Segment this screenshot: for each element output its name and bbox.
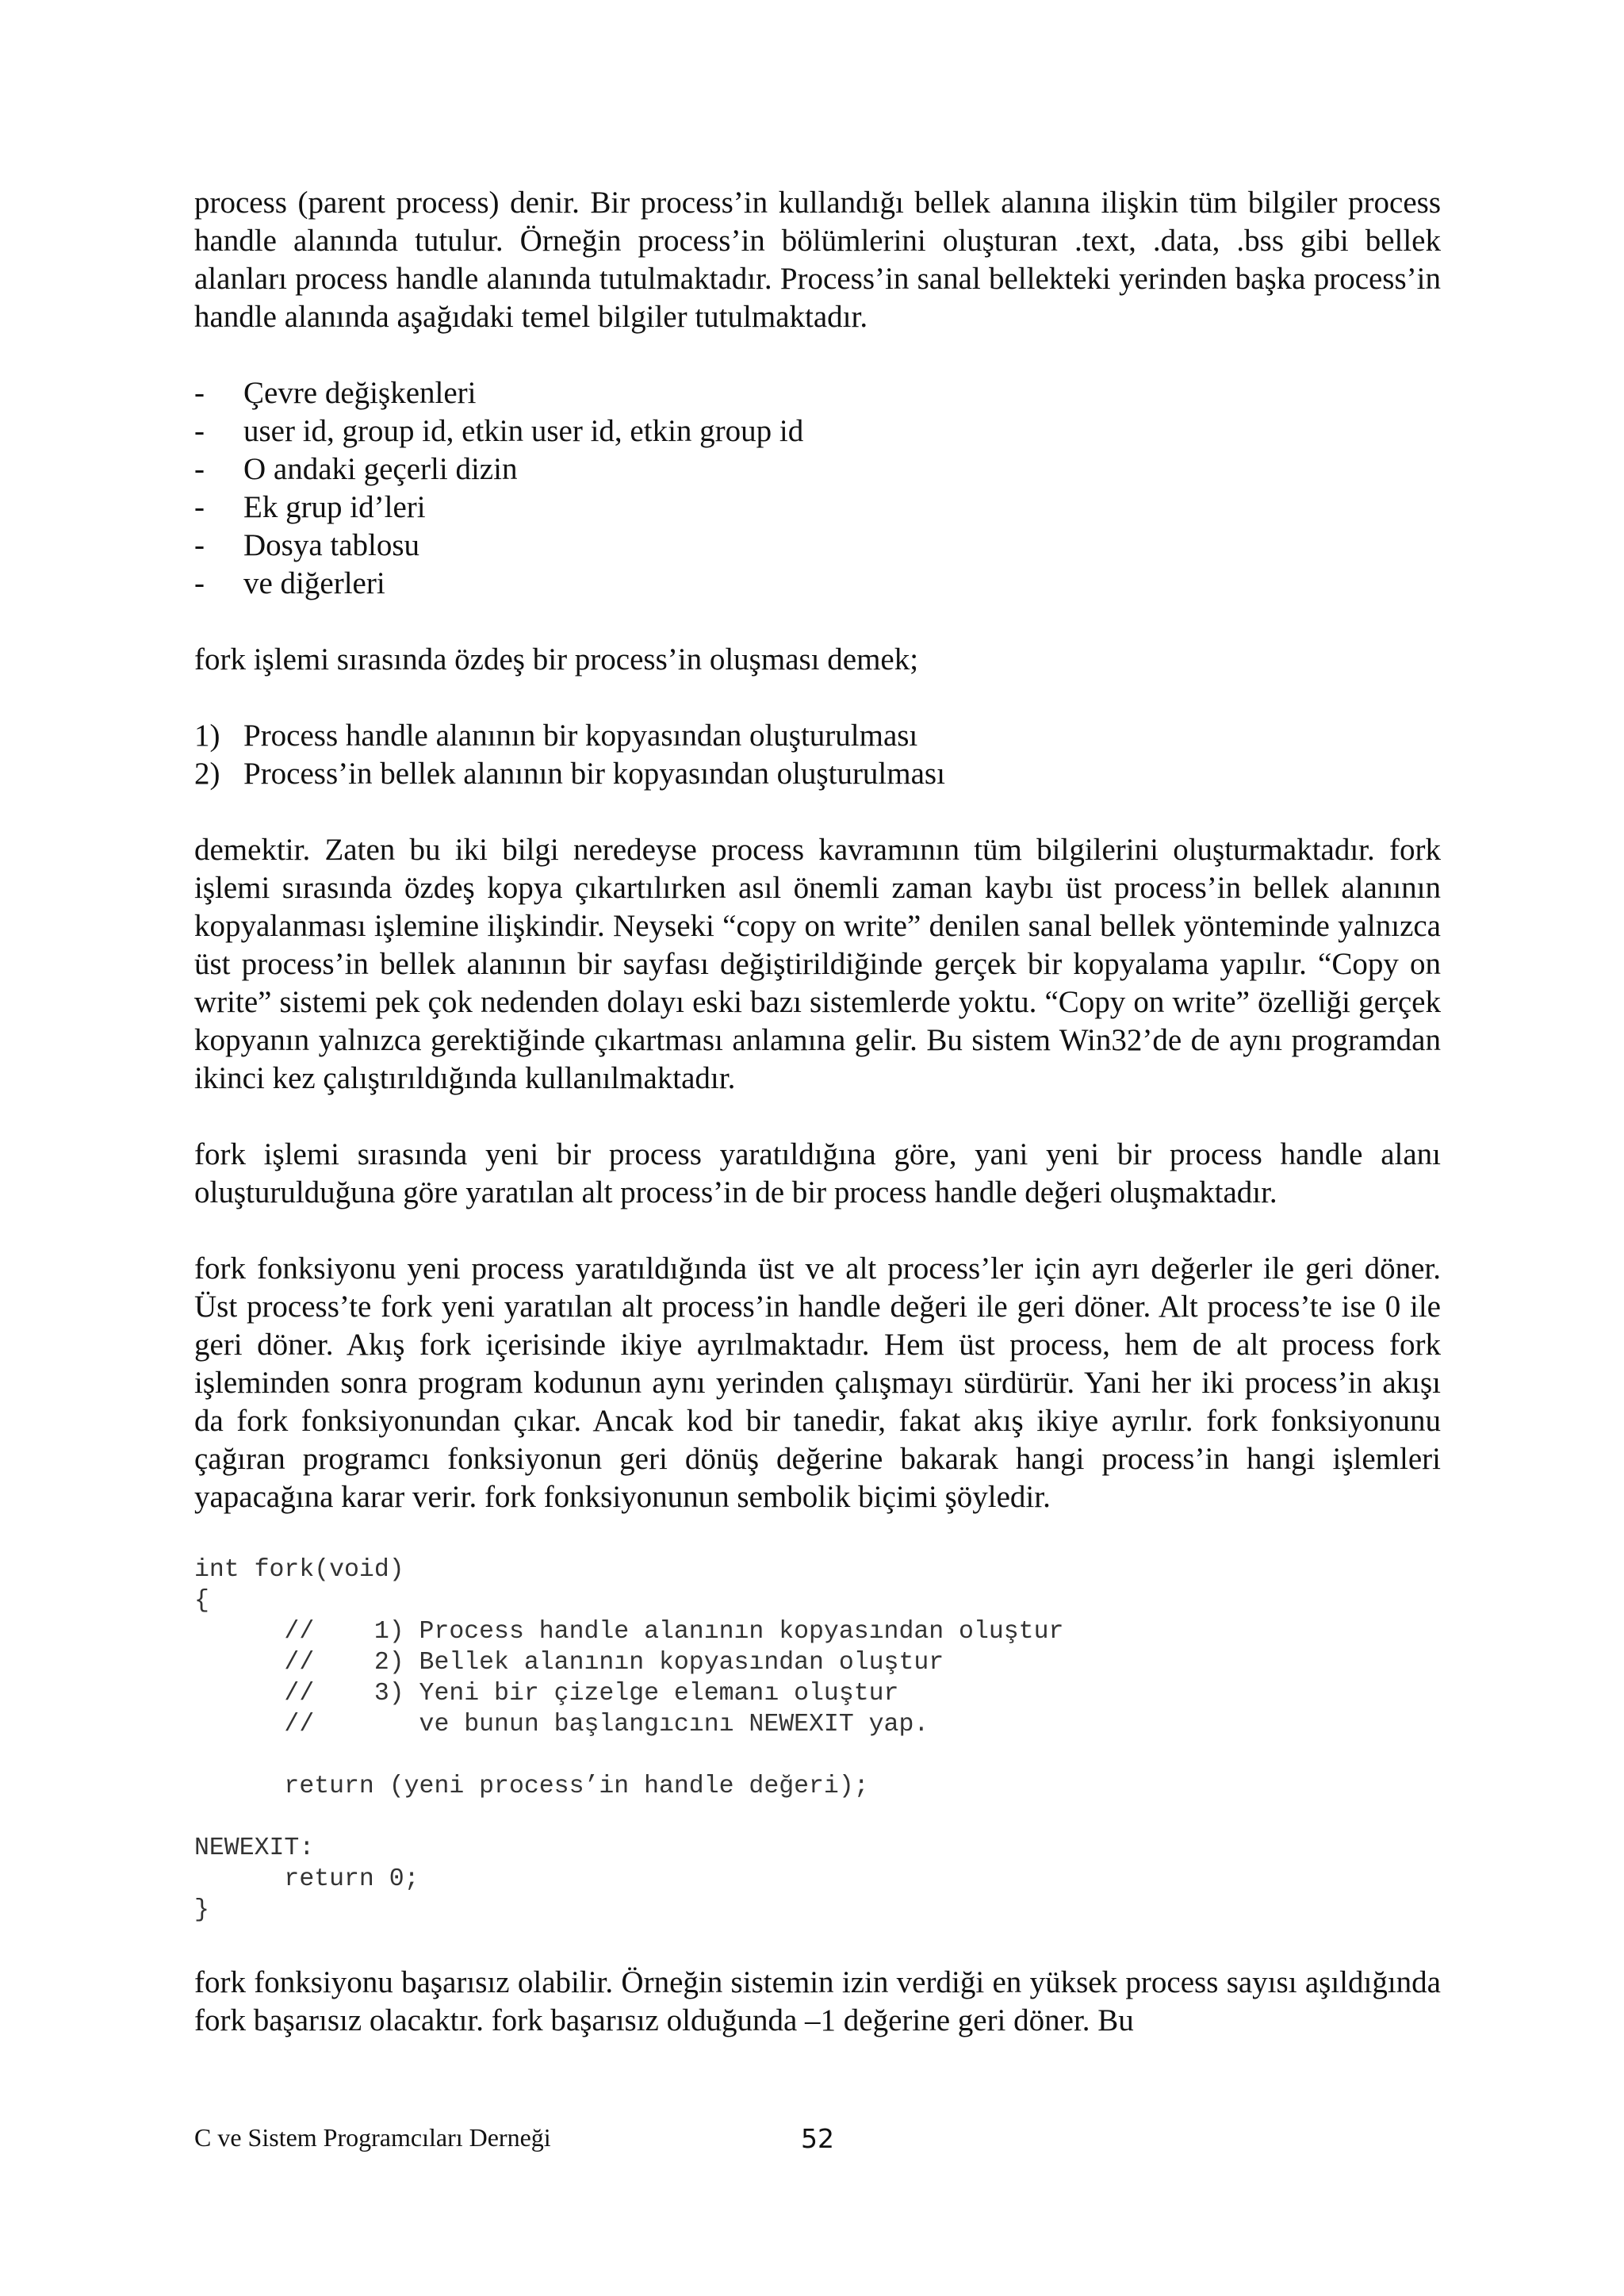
list-item (194, 565, 1441, 603)
list-item-text: O andaki geçerli dizin (243, 452, 518, 486)
spacer (194, 1926, 1441, 1964)
fork-steps-list (194, 717, 1441, 793)
number-marker: 2) (194, 757, 220, 791)
code-line (194, 1740, 1441, 1771)
spacer (194, 679, 1441, 717)
code-line: return (yeni process’in handle değeri); (194, 1773, 869, 1800)
code-line: // 1) Process handle alanının kopyasından oluştur (194, 1618, 1064, 1646)
bullet-marker: - (194, 566, 205, 600)
code-line: { (194, 1587, 209, 1615)
bullet-marker: - (194, 376, 205, 410)
spacer (194, 1098, 1441, 1136)
code-block (194, 1554, 1441, 1926)
bullet-marker: - (194, 490, 205, 524)
code-line: int fork(void) (194, 1556, 404, 1584)
paragraph-fork-return: fork fonksiyonu yeni process yaratıldığında üst ve alt process’ler için ayrı değerler ile geri döner. Üst process’te fork yeni yaratılan alt process’in handle değeri ile geri döner. Alt process’te ise 0 ile geri döner. Akış fork içerisinde ikiye ayrılmaktadır. Hem üst process, hem de alt process fork işleminden sonra program kodunun aynı yerinden çalışmayı sürdürür. Yani her iki process’in akışı da fork fonksiyonundan çıkar. Ancak kod bir tanedir, fakat akış ikiye ayrılır. fork fonksiyonunu çağıran programcı fonksiyonun geri dönüş değerine bakarak hangi process’in hangi işlemleri yapacağına karar verir. fork fonksiyonunun sembolik biçimi şöyledir. (194, 1251, 1441, 1514)
spacer (194, 1212, 1441, 1250)
spacer (194, 1516, 1441, 1554)
list-item-text: user id, group id, etkin user id, etkin group id (243, 414, 804, 448)
code-line: // ve bunun başlangıcını NEWEXIT yap. (194, 1711, 929, 1738)
list-item-text: Process’in bellek alanının bir kopyasından oluşturulması (243, 757, 945, 791)
code-line: } (194, 1896, 209, 1924)
list-item (194, 755, 1441, 793)
document-page (194, 184, 1441, 2040)
bullet-marker: - (194, 414, 205, 448)
page-number: 52 (801, 2123, 834, 2154)
footer-organization: C ve Sistem Programcıları Derneği (194, 2123, 551, 2152)
list-item-text: Ek grup id’leri (243, 490, 426, 524)
list-item-text: Çevre değişkenleri (243, 376, 477, 410)
spacer (194, 603, 1441, 641)
list-item (194, 412, 1441, 450)
paragraph-copy-on-write: demektir. Zaten bu iki bilgi neredeyse process kavramının tüm bilgilerini oluşturmaktadır. fork işlemi sırasında özdeş kopya çıkartılırken asıl önemli zaman kaybı üst process’in bellek alanının kopyalanması işlemine ilişkindir. Neyseki “copy on write” denilen sanal bellek yönteminde yalnızca üst process’in bellek alanının bir sayfası değiştirildiğinde gerçek bir kopyalama yapılır. “Copy on write” sistemi pek çok nedenden dolayı eski bazı sistemlerde yoktu. “Copy on write” özelliği gerçek kopyanın yalnızca gerektiğinde çıkartması anlamına gelir. Bu sistem Win32’de de aynı programdan ikinci kez çalıştırıldığında kullanılmaktadır. (194, 833, 1441, 1095)
paragraph-process-creation: fork işlemi sırasında yeni bir process yaratıldığına göre, yani yeni bir process handle alanı oluşturulduğuna göre yaratılan alt process’in de bir process handle değeri oluşmaktadır. (194, 1137, 1441, 1209)
process-info-list (194, 374, 1441, 603)
paragraph-fork-intro: fork işlemi sırasında özdeş bir process’in oluşması demek; (194, 642, 919, 677)
bullet-marker: - (194, 452, 205, 486)
code-line: // 3) Yeni bir çizelge elemanı oluştur (194, 1680, 899, 1708)
spacer (194, 793, 1441, 831)
code-line (194, 1802, 1441, 1833)
code-line: NEWEXIT: (194, 1834, 315, 1862)
code-line: return 0; (194, 1865, 419, 1893)
list-item-text: Dosya tablosu (243, 528, 420, 562)
page-footer (194, 2123, 1441, 2163)
list-item-text: ve diğerleri (243, 566, 385, 600)
code-line: // 2) Bellek alanının kopyasından oluştur (194, 1649, 944, 1677)
list-item (194, 717, 1441, 755)
list-item (194, 374, 1441, 412)
spacer (194, 336, 1441, 374)
paragraph-process-handle: process (parent process) denir. Bir process’in kullandığı bellek alanına ilişkin tüm bilgiler process handle alanında tutulur. Örneğin process’in bölümlerini oluşturan .text, .data, .bss gibi bellek alanları process handle alanında tutulmaktadır. Process’in sanal bellekteki yerinden başka process’in handle alanında aşağıdaki temel bilgiler tutulmaktadır. (194, 186, 1441, 334)
list-item (194, 527, 1441, 565)
list-item (194, 450, 1441, 489)
number-marker: 1) (194, 719, 220, 753)
paragraph-fork-failure: fork fonksiyonu başarısız olabilir. Örneğin sistemin izin verdiği en yüksek process sayısı aşıldığında fork başarısız olacaktır. fork başarısız olduğunda –1 değerine geri döner. Bu (194, 1965, 1441, 2037)
bullet-marker: - (194, 528, 205, 562)
list-item (194, 489, 1441, 527)
list-item-text: Process handle alanının bir kopyasından oluşturulması (243, 719, 918, 753)
